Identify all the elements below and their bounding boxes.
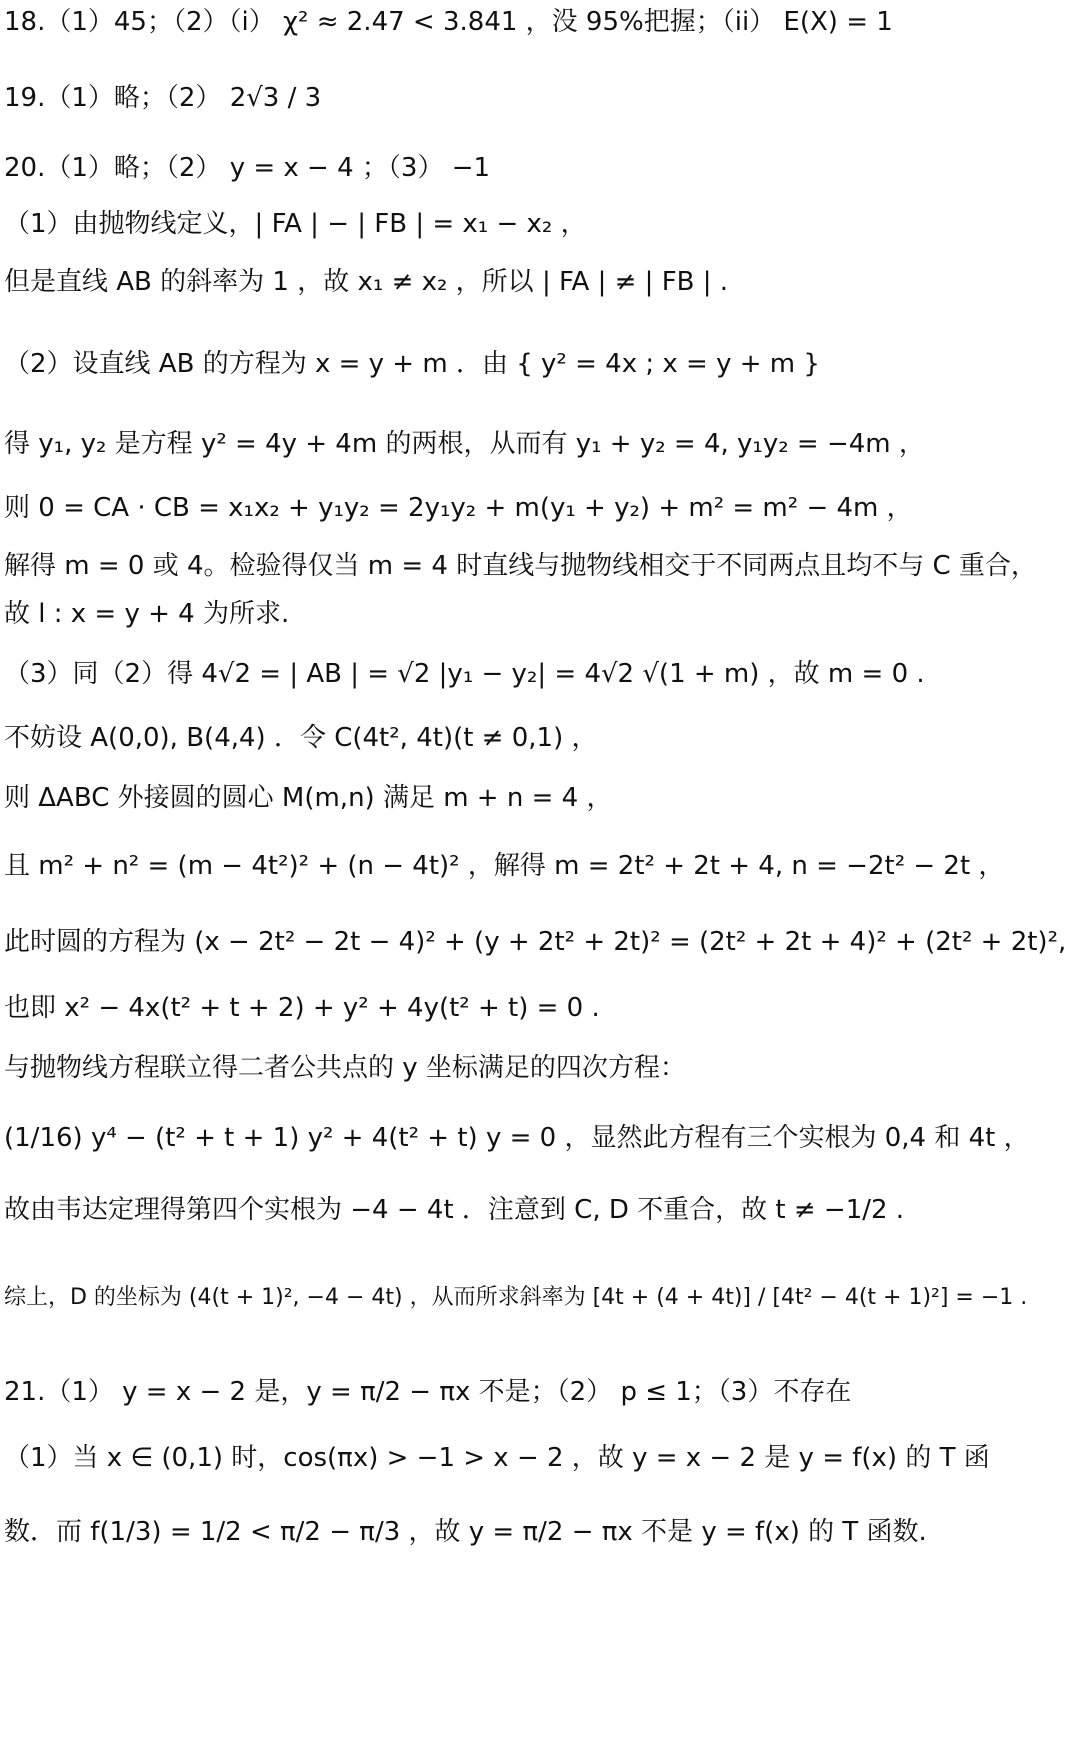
answer-line-19: 19.（1）略；（2） 2√3 / 3	[4, 83, 322, 113]
solution-20-part3-line4: 且 m² + n² = (m − 4t²)² + (n − 4t)² ，解得 m = 2t² + 2t + 4, n = −2t² − 2t ，	[4, 851, 1005, 881]
solution-20-part2-line4: 解得 m = 0 或 4。检验得仅当 m = 4 时直线与抛物线相交于不同两点且均不与 C 重合，	[4, 551, 1037, 581]
solution-20-part3-line7: 与抛物线方程联立得二者公共点的 y 坐标满足的四次方程：	[4, 1053, 686, 1083]
solution-20-part3-line10: 综上，D 的坐标为 (4(t + 1)², −4 − 4t) ，从而所求斜率为 [4t + (4 + 4t)] / [4t² − 4(t + 1)²] = −1 .	[4, 1285, 1028, 1310]
solution-20-part1-line2: 但是直线 AB 的斜率为 1 ，故 x₁ ≠ x₂ ，所以 | FA | ≠ | FB | .	[4, 267, 729, 297]
solution-20-part3-line8: (1/16) y⁴ − (t² + t + 1) y² + 4(t² + t) y = 0 ，显然此方程有三个实根为 0,4 和 4t ，	[4, 1123, 1030, 1153]
solution-20-part2-line2: 得 y₁, y₂ 是方程 y² = 4y + 4m 的两根，从而有 y₁ + y₂ = 4, y₁y₂ = −4m ，	[4, 429, 925, 459]
solution-20-part2-line3: 则 0 = CA · CB = x₁x₂ + y₁y₂ = 2y₁y₂ + m(y₁ + y₂) + m² = m² − 4m ，	[4, 493, 913, 523]
solution-20-part3-line3: 则 ΔABC 外接圆的圆心 M(m,n) 满足 m + n = 4 ，	[4, 783, 613, 813]
solution-21-part1-line2: 数．而 f(1/3) = 1/2 < π/2 − π/3 ，故 y = π/2 − πx 不是 y = f(x) 的 T 函数.	[4, 1517, 927, 1547]
solution-20-part3-line2: 不妨设 A(0,0), B(4,4) ．令 C(4t², 4t)(t ≠ 0,1) ，	[4, 723, 598, 753]
solution-20-part2-line1: （2）设直线 AB 的方程为 x = y + m ．由 { y² = 4x ; x = y + m }	[4, 349, 820, 379]
solution-21-part1-line1: （1）当 x ∈ (0,1) 时，cos(πx) > −1 > x − 2 ，故 y = x − 2 是 y = f(x) 的 T 函	[4, 1443, 990, 1473]
answer-line-21: 21.（1） y = x − 2 是，y = π/2 − πx 不是；（2） p ≤ 1；（3）不存在	[4, 1377, 852, 1407]
answer-line-20: 20.（1）略；（2） y = x − 4 ；（3） −1	[4, 153, 491, 183]
solution-20-part3-line5: 此时圆的方程为 (x − 2t² − 2t − 4)² + (y + 2t² + 2t)² = (2t² + 2t + 4)² + (2t² + 2t)²,	[4, 927, 1067, 957]
solution-20-part2-line5: 故 l : x = y + 4 为所求.	[4, 599, 290, 629]
solution-20-part3-line9: 故由韦达定理得第四个实根为 −4 − 4t ．注意到 C, D 不重合，故 t ≠ −1/2 .	[4, 1195, 905, 1225]
solution-20-part3-line1: （3）同（2）得 4√2 = | AB | = √2 |y₁ − y₂| = 4√2 √(1 + m) ，故 m = 0 .	[4, 659, 925, 689]
answer-line-18: 18.（1）45；（2）（i） χ² ≈ 2.47 < 3.841 ，没 95%把握；（ii） E(X) = 1	[4, 7, 893, 37]
solution-20-part1-line1: （1）由抛物线定义，| FA | − | FB | = x₁ − x₂ ，	[4, 209, 587, 239]
solution-20-part3-line6: 也即 x² − 4x(t² + t + 2) + y² + 4y(t² + t) = 0 .	[4, 993, 600, 1023]
